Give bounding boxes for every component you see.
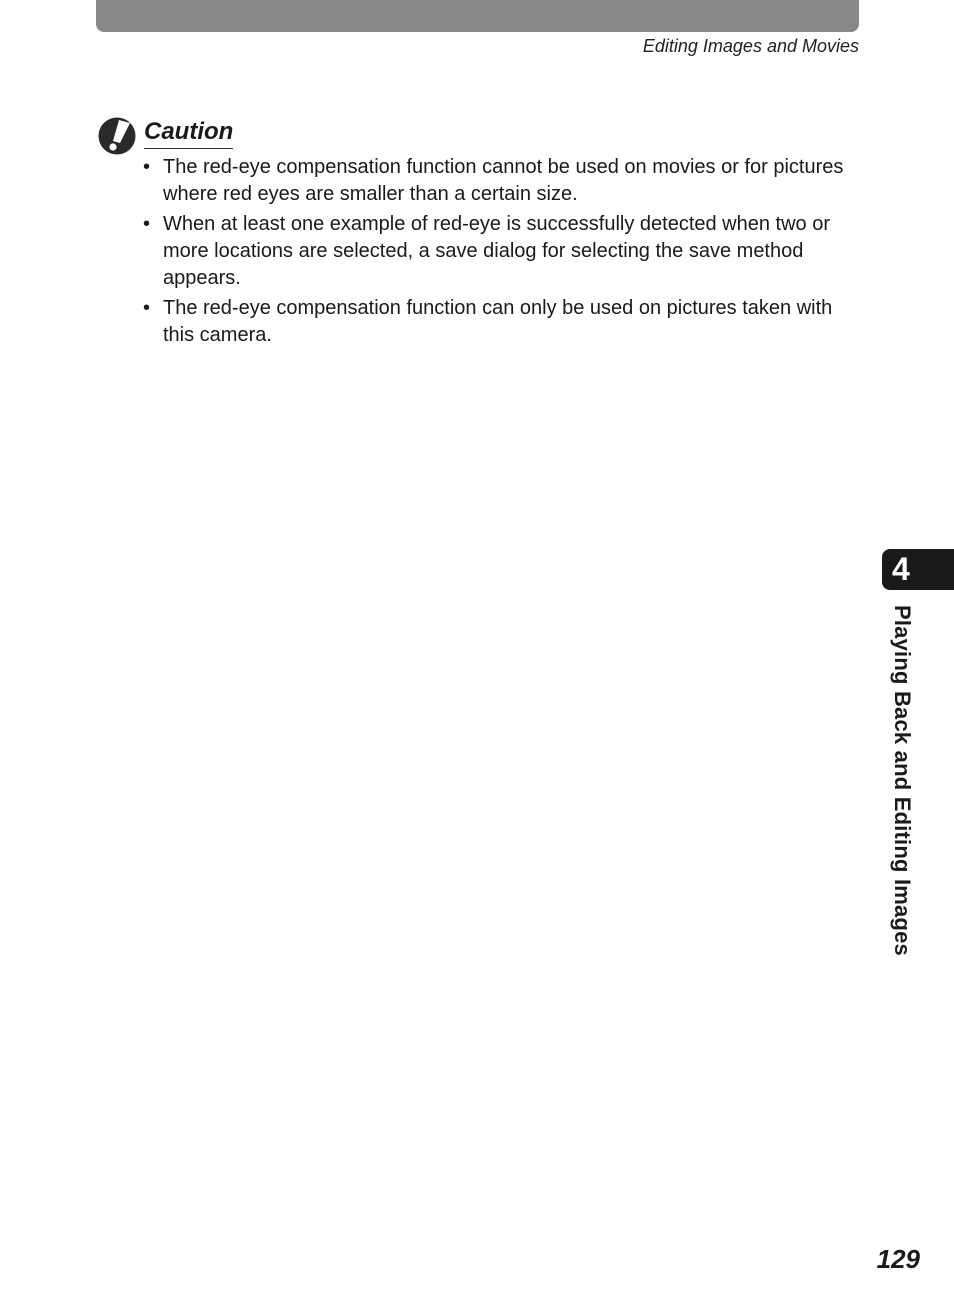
caution-item-text: When at least one example of red-eye is successfully detected when two or more locations are selected, a save dialog for selecting the save method appears. [163, 213, 831, 289]
chapter-number: 4 [892, 551, 910, 587]
caution-item [143, 211, 858, 292]
caution-item-text: The red-eye compensation function can only be used on pictures taken with this camera. [163, 297, 833, 346]
chapter-tab [882, 549, 954, 590]
caution-title: Caution [144, 117, 233, 149]
section-header: Editing Images and Movies [642, 36, 859, 56]
bullet: • [143, 297, 151, 319]
caution-list [143, 154, 858, 352]
bullet: • [143, 156, 151, 178]
caution-item [143, 154, 858, 208]
caution-exclamation-icon [98, 116, 136, 156]
chapter-title: Playing Back and Editing Images [890, 605, 915, 956]
page-number: 129 [876, 1244, 920, 1274]
bullet: • [143, 213, 151, 235]
caution-item [143, 295, 858, 349]
caution-item-text: The red-eye compensation function cannot be used on movies or for pictures where red eyes are smaller than a certain size. [163, 156, 844, 205]
top-header-bar [96, 0, 859, 32]
